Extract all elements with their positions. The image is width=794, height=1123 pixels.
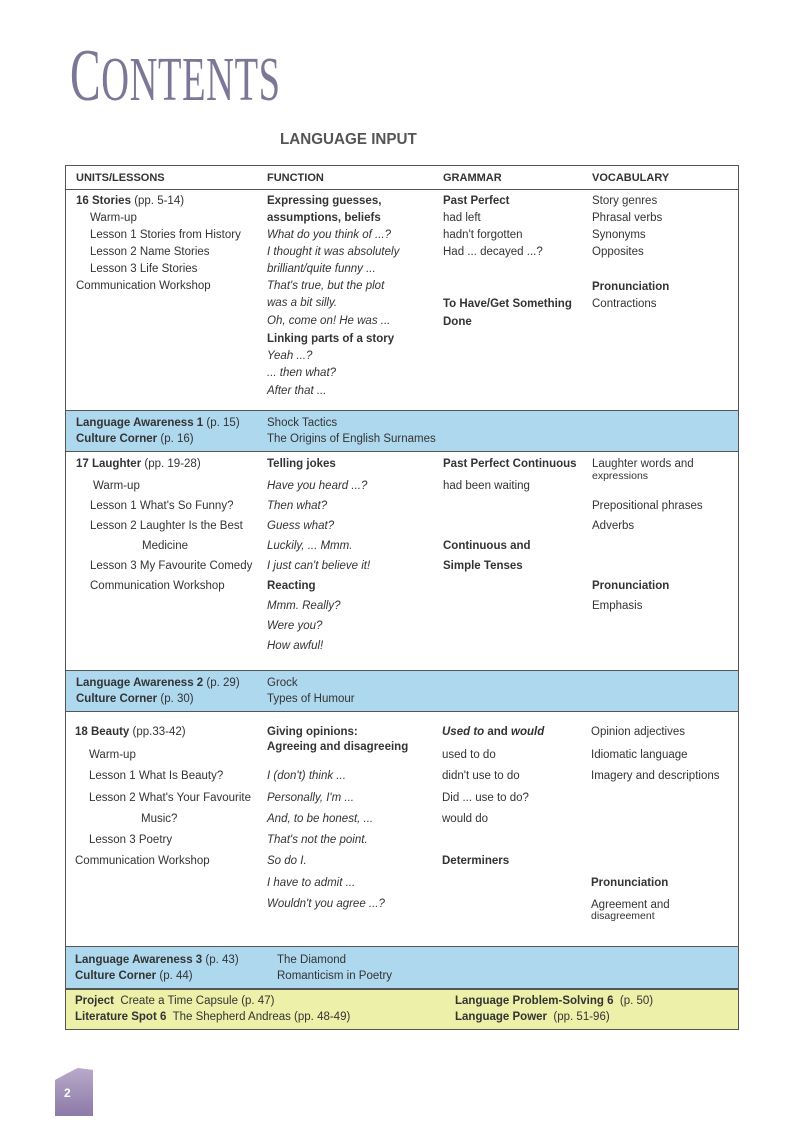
culture-corner-entry: Culture Corner (p. 16) <box>76 433 194 445</box>
unit-16-grammar-line: Had ... decayed ...? <box>443 246 543 258</box>
unit-16-function-line: After that ... <box>267 385 327 397</box>
unit-17-function-line: Have you heard ...? <box>267 480 368 492</box>
language-awareness-band <box>66 670 738 712</box>
unit-16-function-line: Expressing guesses, <box>267 195 382 207</box>
unit-17-grammar-line: had been waiting <box>443 480 530 492</box>
unit-18-lesson: Warm-up <box>89 749 136 761</box>
unit-18-lesson: Lesson 3 Poetry <box>89 834 173 846</box>
unit-17-function-line: I just can't believe it! <box>267 560 371 572</box>
culture-corner-topic: Romanticism in Poetry <box>277 970 393 982</box>
unit-17-grammar-line: Past Perfect Continuous <box>443 458 577 470</box>
language-awareness-entry: Language Awareness 3 (p. 43) <box>75 954 239 966</box>
unit-18-grammar-line: didn't use to do <box>442 770 520 782</box>
unit-18-grammar-line: would do <box>442 813 489 825</box>
language-awareness-topic: The Diamond <box>277 954 347 966</box>
unit-17-function-line: Guess what? <box>267 520 335 532</box>
language-awareness-topic: Grock <box>267 677 298 689</box>
unit-18-grammar-line: used to do <box>442 749 496 761</box>
unit-17-lesson: Medicine <box>142 540 189 552</box>
unit-16-lesson: Warm-up <box>90 212 137 224</box>
culture-corner-entry: Culture Corner (p. 44) <box>75 970 193 982</box>
unit-17-lesson: Lesson 3 My Favourite Comedy <box>90 560 253 572</box>
language-problem-solving-entry: Language Problem-Solving 6 (p. 50) <box>455 995 654 1007</box>
unit-16-function-line: ... then what? <box>267 367 337 379</box>
column-header-function: FUNCTION <box>267 172 324 184</box>
unit-18-vocab-line: Opinion adjectives <box>591 726 685 738</box>
unit-17-grammar-line: Simple Tenses <box>443 560 523 572</box>
unit-16-vocab-line: Phrasal verbs <box>592 212 663 224</box>
language-awareness-entry: Language Awareness 2 (p. 29) <box>76 677 240 689</box>
unit-16-vocab-line: Synonyms <box>592 229 646 241</box>
unit-16-title: 16 Stories (pp. 5-14) <box>76 195 185 207</box>
unit-16-function-line: I thought it was absolutely <box>267 246 400 258</box>
unit-18-pronunciation: Agreement and <box>591 899 670 911</box>
unit-17-lesson: Lesson 1 What's So Funny? <box>90 500 234 512</box>
unit-17-lesson: Communication Workshop <box>90 580 225 592</box>
unit-18-lesson: Music? <box>141 813 178 825</box>
unit-18-function-heading: Agreeing and disagreeing <box>267 741 409 753</box>
column-header-vocabulary: VOCABULARY <box>592 172 670 184</box>
unit-18-function-heading: Giving opinions: <box>267 726 358 738</box>
language-awareness-entry: Language Awareness 1 (p. 15) <box>76 417 240 429</box>
unit-17-lesson: Warm-up <box>93 480 140 492</box>
unit-17-pronunciation: Emphasis <box>592 600 643 612</box>
page-title: CONTENTS <box>70 35 281 117</box>
unit-16-function-line: was a bit silly. <box>267 297 338 309</box>
unit-17-function-line: Reacting <box>267 580 316 592</box>
unit-16-pronunciation: Contractions <box>592 298 657 310</box>
culture-corner-topic: Types of Humour <box>267 693 355 705</box>
unit-16-lesson: Lesson 3 Life Stories <box>90 263 198 275</box>
contents-table <box>65 165 739 1030</box>
language-awareness-band <box>66 410 738 452</box>
unit-18-lesson: Communication Workshop <box>75 855 210 867</box>
unit-16-grammar-line: hadn't forgotten <box>443 229 523 241</box>
unit-16-lesson: Lesson 2 Name Stories <box>90 246 210 258</box>
unit-17-function-line: Mmm. Really? <box>267 600 341 612</box>
unit-16-grammar-line: Done <box>443 316 472 328</box>
unit-18-vocab-line: Imagery and descriptions <box>591 770 720 782</box>
page-corner-decoration <box>55 1068 93 1116</box>
culture-corner-entry: Culture Corner (p. 30) <box>76 693 194 705</box>
unit-17-lesson: Lesson 2 Laughter Is the Best <box>90 520 243 532</box>
unit-16-lesson: Lesson 1 Stories from History <box>90 229 241 241</box>
unit-18-grammar-line: Did ... use to do? <box>442 792 529 804</box>
unit-16-grammar-line: Past Perfect <box>443 195 510 207</box>
unit-16-vocab-line: Story genres <box>592 195 658 207</box>
unit-16-function-line: Yeah ...? <box>267 350 313 362</box>
column-header-grammar: GRAMMAR <box>443 172 502 184</box>
unit-18-function-line: That's not the point. <box>267 834 368 846</box>
project-entry: Project Create a Time Capsule (p. 47) <box>75 995 275 1007</box>
unit-16-function-line: brilliant/quite funny ... <box>267 263 376 275</box>
language-awareness-band <box>66 946 738 989</box>
unit-17-vocab-line: Laughter words and <box>592 458 694 470</box>
unit-17-function-line: Luckily, ... Mmm. <box>267 540 353 552</box>
unit-16-function-line: Linking parts of a story <box>267 333 395 345</box>
unit-16-lesson: Communication Workshop <box>76 280 211 292</box>
unit-18-lesson: Lesson 2 What's Your Favourite <box>89 792 252 804</box>
unit-18-title: 18 Beauty (pp.33-42) <box>75 726 186 738</box>
unit-18-function-line: I have to admit ... <box>267 877 356 889</box>
extras-band <box>66 989 738 1029</box>
unit-17-function-line: Telling jokes <box>267 458 336 470</box>
culture-corner-topic: The Origins of English Surnames <box>267 433 436 445</box>
header-divider <box>66 189 738 190</box>
unit-18-function-line: And, to be honest, ... <box>267 813 374 825</box>
unit-16-grammar-line: To Have/Get Something <box>443 298 572 310</box>
column-header-units: UNITS/LESSONS <box>76 172 165 184</box>
unit-18-pronunciation: disagreement <box>591 910 655 922</box>
unit-17-pronunciation-heading: Pronunciation <box>592 580 670 592</box>
unit-18-lesson: Lesson 1 What Is Beauty? <box>89 770 224 782</box>
unit-17-vocab-line: expressions <box>592 470 649 482</box>
unit-18-pronunciation-heading: Pronunciation <box>591 877 669 889</box>
unit-16-function-line: Oh, come on! He was ... <box>267 315 391 327</box>
literature-spot-entry: Literature Spot 6 The Shepherd Andreas (pp. 48-49) <box>75 1011 351 1023</box>
unit-16-function-line: assumptions, beliefs <box>267 212 381 224</box>
unit-18-function-line: So do I. <box>267 855 307 867</box>
unit-18-grammar-heading: Used to and would <box>442 726 545 738</box>
unit-17-vocab-line: Adverbs <box>592 520 635 532</box>
unit-16-pronunciation-heading: Pronunciation <box>592 281 670 293</box>
unit-17-function-line: How awful! <box>267 640 324 652</box>
unit-16-grammar-line: had left <box>443 212 481 224</box>
unit-18-vocab-line: Idiomatic language <box>591 749 688 761</box>
unit-17-function-line: Were you? <box>267 620 323 632</box>
unit-18-function-line: Personally, I'm ... <box>267 792 354 804</box>
unit-18-grammar-line: Determiners <box>442 855 510 867</box>
section-title: LANGUAGE INPUT <box>280 131 417 148</box>
unit-17-vocab-line: Prepositional phrases <box>592 500 703 512</box>
unit-17-title: 17 Laughter (pp. 19-28) <box>76 458 201 470</box>
page-number: 2 <box>64 1086 71 1100</box>
unit-17-grammar-line: Continuous and <box>443 540 531 552</box>
unit-16-function-line: What do you think of ...? <box>267 229 392 241</box>
language-awareness-topic: Shock Tactics <box>267 417 338 429</box>
language-power-entry: Language Power (pp. 51-96) <box>455 1011 610 1023</box>
unit-17-function-line: Then what? <box>267 500 328 512</box>
unit-16-vocab-line: Opposites <box>592 246 644 258</box>
unit-18-function-line: I (don't) think ... <box>267 770 346 782</box>
unit-16-function-line: That's true, but the plot <box>267 280 385 292</box>
unit-18-function-line: Wouldn't you agree ...? <box>267 898 385 910</box>
